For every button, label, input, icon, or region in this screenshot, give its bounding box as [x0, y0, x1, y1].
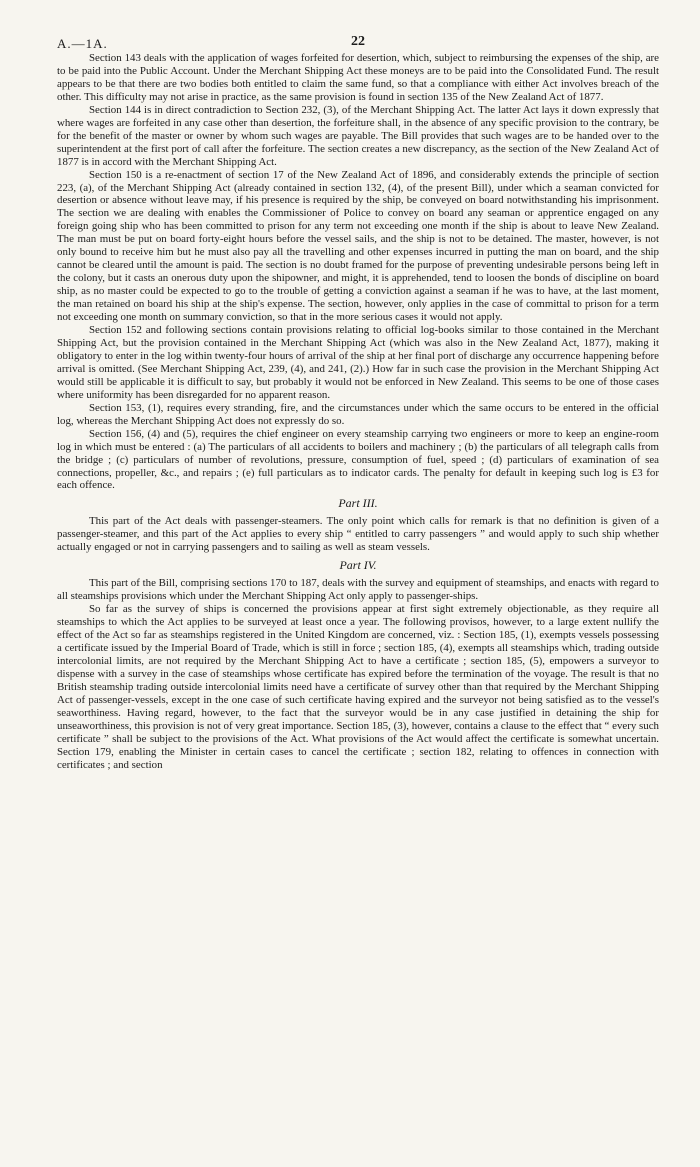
- paragraph-section-156: Section 156, (4) and (5), requires the chief engineer on every steamship carrying two engineers or more to keep an engine-room log in which must be entered : (a) The particulars of all accidents to boilers and machinery ; (b) the particulars of all telegraph calls from the bridge ; (c) particulars of number of revolutions, pressure, consumption of fuel, speed ; (d) particulars of examination of sea connections, propeller, &c., and repairs ; (e) full particulars as to indicator cards. The penalty for default in keeping such log is £3 for each offence.: [57, 427, 659, 492]
- document-reference: A.—1A.: [57, 36, 108, 51]
- page-header: [57, 34, 659, 54]
- paragraph-part-iv-intro: This part of the Bill, comprising sections 170 to 187, deals with the survey and equipment of steamships, and enacts with regard to all steamships provisions which under the Merchant Shipping Act only apply to passenger-ships.: [57, 577, 659, 603]
- paragraph-section-152: Section 152 and following sections contain provisions relating to official log-books similar to those contained in the Merchant Shipping Act, but the provision contained in the Merchant Shipping Act (which was also in the New Zealand Act, 1877), making it obligatory to enter in the log within twenty-four hours of arrival of the ship at her final port of discharge any occurrence happening before arrival is omitted. (See Merchant Shipping Act, 239, (4), and 241, (2).) How far in such case the provision in the Merchant Shipping Act would still be applicable it is difficult to say, but probably it would not be enforced in New Zealand. This seems to be one of those cases where uniformity has been disregarded for no apparent reason.: [57, 324, 659, 401]
- paragraph-part-iii: This part of the Act deals with passenger-steamers. The only point which calls for remark is that no definition is given of a passenger-steamer, and this part of the Act applies to every ship “ entitled to carry passengers ” and would apply to such ship whether actually engaged or not in carrying passengers and to sailing as well as steam vessels.: [57, 515, 659, 554]
- paragraph-section-150: Section 150 is a re-enactment of section 17 of the New Zealand Act of 1896, and considerably extends the principle of section 223, (a), of the Merchant Shipping Act (already contained in section 132, (4), of the present Bill), under which a seaman convicted for desertion or absence without leave may, if his presence is required by the ship, be conveyed on board notwithstanding his imprisonment. The section we are dealing with enables the Commissioner of Police to convey on board any seaman or apprentice engaged on any foreign going ship who has been committed to prison for any term not exceeding one month if the ship is about to leave New Zealand. The man must be put on board forty-eight hours before the vessel sails, and the ship is not to be detained. The master, however, is not only bound to receive him but he must also pay all the travelling and other expenses incurred in putting the man on board, and the ship cannot be cleared until the amount is paid. The section is no doubt framed for the purpose of preventing undesirable persons being left in the colony, but it casts an onerous duty upon the shipowner, and might, it is apprehended, tend to loosen the bonds of discipline on board ship, as no master could be expected to go to the trouble of getting a conviction against a seaman if he was to have, at the last moment, the man retained on board his ship at the ship's expense. The section, however, only applies in the case of committal to prison for a term not exceeding one month on summary conviction, so that in the more serious cases it would not apply.: [57, 168, 659, 324]
- part-iii-heading: Part III.: [338, 496, 378, 511]
- part-iv-heading: Part IV.: [339, 558, 377, 573]
- paragraph-section-144: Section 144 is in direct contradiction to Section 232, (3), of the Merchant Shipping Act. The latter Act lays it down expressly that where wages are forfeited in any case other than desertion, the forfeiture shall, in the absence of any specific provision to the contrary, be for the benefit of the master or owner by whom such wages are payable. The Bill provides that such wages are to be handed over to the superintendent at the first port of call after the forfeiture. The section creates a new discrepancy, as the section of the New Zealand Act of 1877 is in accord with the Merchant Shipping Act.: [57, 103, 659, 168]
- paragraph-section-153: Section 153, (1), requires every stranding, fire, and the circumstances under which the same occurs to be entered in the official log, whereas the Merchant Shipping Act does not expressly do so.: [57, 401, 659, 427]
- paragraph-part-iv-survey: So far as the survey of ships is concerned the provisions appear at first sight extremely objectionable, as they require all steamships to which the Act applies to be surveyed at least once a year. The following provisos, however, to a large extent nullify the effect of the Act so far as steamships registered in the United Kingdom are concerned, viz. : Section 185, (1), exempts vessels possessing a certificate issued by the Imperial Board of Trade, which is still in force ; section 185, (4), exempts all steamships which, trading outside intercolonial limits, are not required by the Merchant Shipping Act to have a certificate ; section 185, (5), empowers a surveyor to dispense with a survey in the case of steamships whose certificate has expired before the termination of the voyage. The result is that no British steamship trading outside intercolonial limits need have a certificate of survey other than that required by the Merchant Shipping Act of passenger-vessels, except in the one case of such certificate having expired and the surveyor not being satisfied as to the vessel's seaworthiness. Having regard, however, to the fact that the surveyor would be in any case justified in detaining the ship for unseaworthiness, this provision is not of very great importance. Section 185, (3), however, contains a clause to the effect that “ every such certificate ” shall be subject to the provisions of the Act. What provisions of the Act would affect the certificate is somewhat uncertain. Section 179, enabling the Minister in certain cases to cancel the certificate ; section 182, relating to offences in connection with certificates ; and section: [57, 603, 659, 771]
- paragraph-section-143: Section 143 deals with the application of wages forfeited for desertion, which, subject to reimbursing the expenses of the ship, are to be paid into the Public Account. Under the Merchant Shipping Act these moneys are to be paid into the Consolidated Fund. The result appears to be that there are two bodies both entitled to claim the same fund, so that a compliance with either Act involves breach of the other. This difficulty may not arise in practice, as the same provision is found in section 135 of the New Zealand Act of 1877.: [57, 52, 659, 103]
- page-number: 22: [351, 34, 365, 49]
- document-body: [57, 52, 659, 772]
